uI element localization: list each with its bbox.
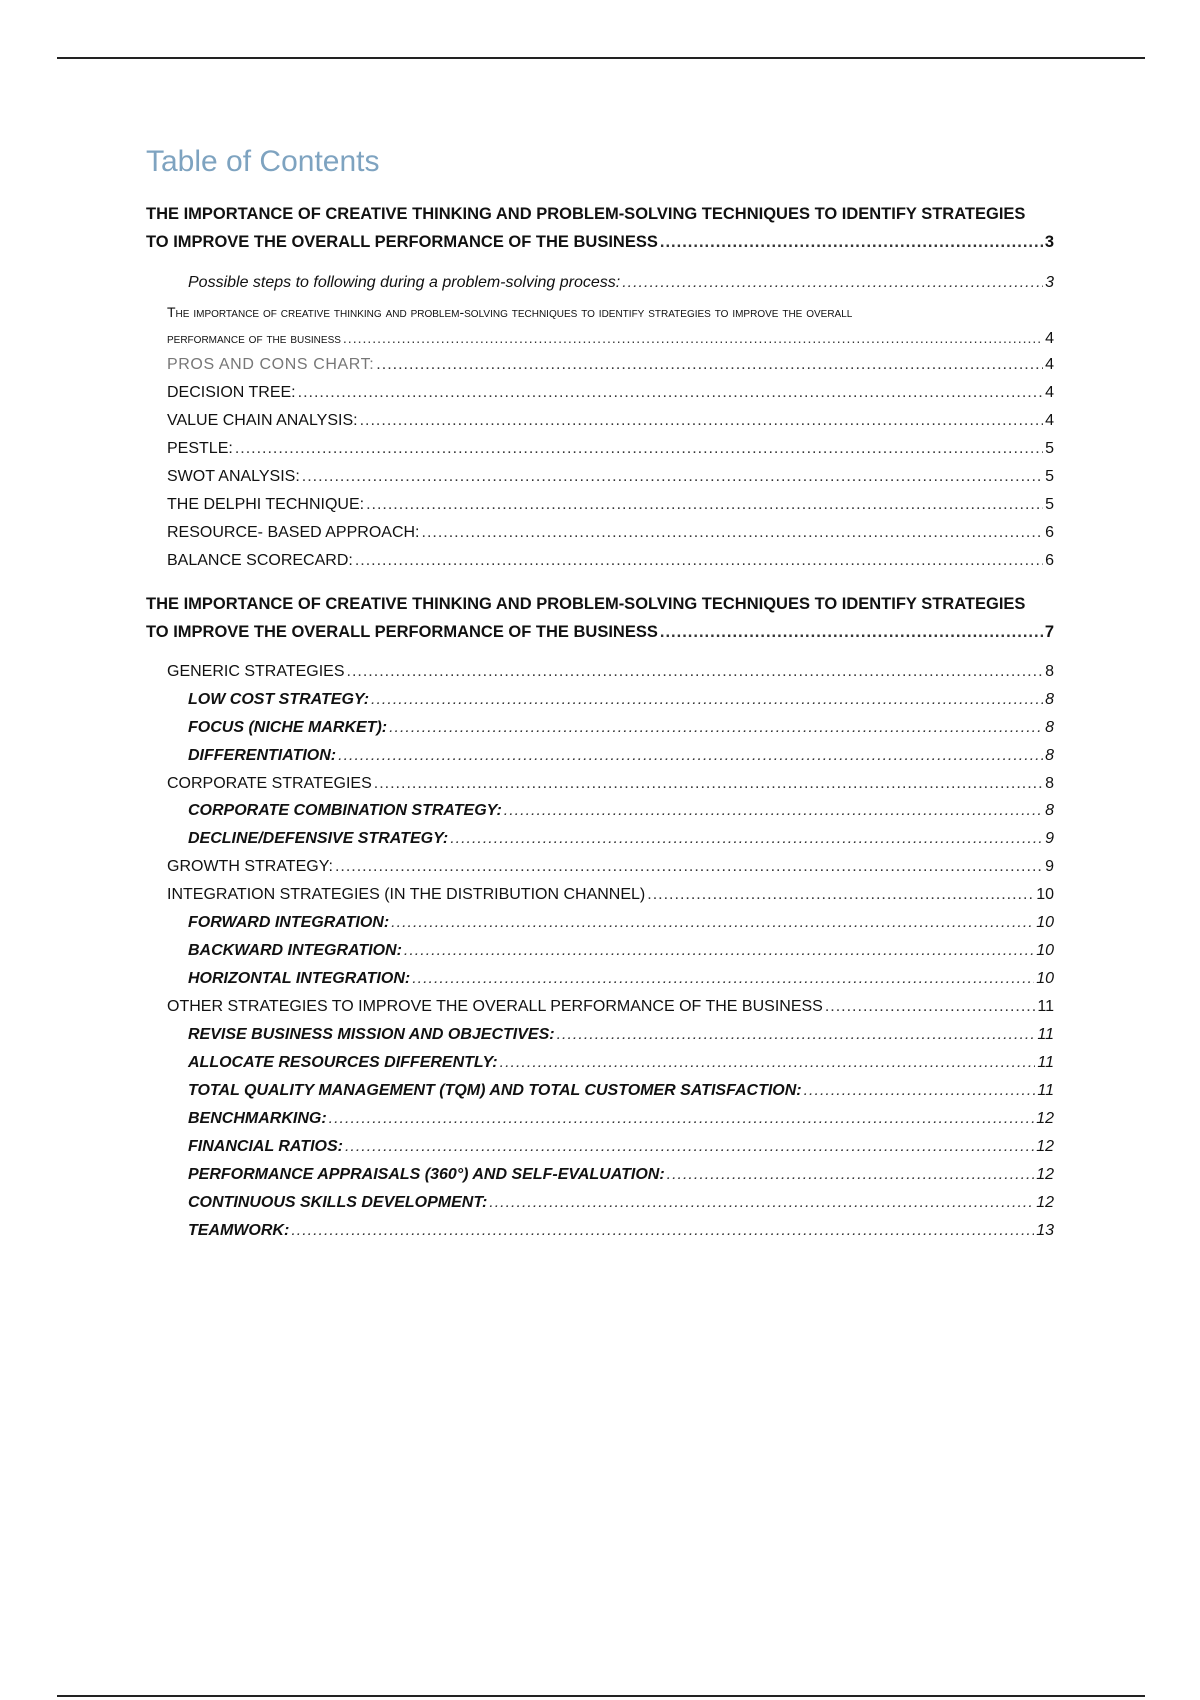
page-number: 3 (1045, 274, 1054, 291)
dot-leader (355, 550, 1043, 572)
toc-entry-text: OTHER STRATEGIES TO IMPROVE THE OVERALL PERFORMANCE OF THE BUSINESS (167, 998, 823, 1015)
page-number: 4 (1045, 330, 1054, 347)
toc-entry-backward-integration[interactable] (146, 940, 1054, 962)
page-number: 13 (1036, 1222, 1054, 1239)
page-number: 10 (1036, 886, 1054, 903)
toc-entry-1-line1: THE IMPORTANCE OF CREATIVE THINKING AND PROBLEM-SOLVING TECHNIQUES TO IDENTIFY STRATEGIES (146, 205, 1026, 223)
toc-entry-text: GENERIC STRATEGIES (167, 663, 345, 680)
dot-leader (360, 410, 1044, 432)
page-number: 8 (1045, 747, 1054, 764)
toc-entry-text: DECISION TREE: (167, 384, 296, 401)
dot-leader (500, 1052, 1036, 1074)
page-number: 12 (1036, 1138, 1054, 1155)
toc-entry-text: CORPORATE COMBINATION STRATEGY: (188, 802, 502, 819)
dot-leader (825, 996, 1036, 1018)
toc-entry-teamwork[interactable] (146, 1220, 1054, 1242)
page-number: 8 (1045, 775, 1054, 792)
dot-leader (391, 912, 1034, 934)
page-number: 7 (1044, 623, 1054, 641)
page-number: 11 (1037, 998, 1054, 1015)
toc-entry-corporate-strategies[interactable] (146, 773, 1054, 795)
toc-entry-benchmarking[interactable] (146, 1108, 1054, 1130)
toc-entry-resource-based[interactable] (146, 522, 1054, 544)
toc-entry-2-text: Possible steps to following during a problem-solving process: (188, 274, 621, 291)
page-number: 9 (1045, 830, 1054, 847)
page-number: 5 (1045, 496, 1054, 513)
toc-entry-text: BENCHMARKING: (188, 1110, 327, 1127)
toc-entry-pestle[interactable] (146, 438, 1054, 460)
dot-leader (557, 1024, 1036, 1046)
page-number: 12 (1036, 1194, 1054, 1211)
toc-entry-text: GROWTH STRATEGY: (167, 858, 333, 875)
page-title: Table of Contents (146, 145, 380, 178)
page-number: 10 (1036, 914, 1054, 931)
toc-entry-1[interactable] (146, 200, 1054, 256)
dot-leader (329, 1108, 1035, 1130)
toc-entry-swot[interactable] (146, 466, 1054, 488)
toc-entry-tqm[interactable] (146, 1080, 1054, 1102)
dot-leader (804, 1080, 1036, 1102)
toc-entry-corporate-combination[interactable] (146, 800, 1054, 822)
page-number: 5 (1045, 440, 1054, 457)
toc-entry-text: VALUE CHAIN ANALYSIS: (167, 412, 358, 429)
toc-entry-text: BACKWARD INTEGRATION: (188, 942, 402, 959)
dot-leader (298, 382, 1043, 404)
page-number: 4 (1045, 412, 1054, 429)
toc-entry-value-chain[interactable] (146, 410, 1054, 432)
dot-leader (374, 773, 1043, 795)
toc-entry-growth-strategy[interactable] (146, 856, 1054, 878)
toc-entry-allocate-resources[interactable] (146, 1052, 1054, 1074)
toc-entry-financial-ratios[interactable] (146, 1136, 1054, 1158)
dot-leader (660, 618, 1043, 646)
page-number: 9 (1045, 858, 1054, 875)
toc-entry-text: FINANCIAL RATIOS: (188, 1138, 343, 1155)
toc-entry-text: FORWARD INTEGRATION: (188, 914, 390, 931)
page-number: 6 (1045, 524, 1054, 541)
toc-entry-text: BALANCE SCORECARD: (167, 552, 353, 569)
page-number: 3 (1044, 233, 1054, 251)
page-number: 11 (1037, 1054, 1054, 1071)
toc-entry-3-text: performance of the business (167, 330, 341, 346)
toc-entry-text: PERFORMANCE APPRAISALS (360°) AND SELF-EVALUATION: (188, 1166, 665, 1183)
page-number: 8 (1045, 719, 1054, 736)
dot-leader (450, 828, 1043, 850)
page-number: 6 (1045, 552, 1054, 569)
page-number: 8 (1045, 663, 1054, 680)
toc-entry-differentiation[interactable] (146, 745, 1054, 767)
toc-entry-text: HORIZONTAL INTEGRATION: (188, 970, 411, 987)
toc-entry-text: THE DELPHI TECHNIQUE: (167, 496, 365, 513)
dot-leader (489, 1192, 1034, 1214)
footer-rule (57, 1695, 1145, 1697)
toc-entry-12-text: TO IMPROVE THE OVERALL PERFORMANCE OF THE BUSINESS (146, 623, 658, 641)
toc-entry-12-line1: THE IMPORTANCE OF CREATIVE THINKING AND PROBLEM-SOLVING TECHNIQUES TO IDENTIFY STRATEGIES (146, 595, 1026, 613)
toc-entry-text: CONTINUOUS SKILLS DEVELOPMENT: (188, 1194, 488, 1211)
dot-leader (338, 745, 1043, 767)
toc-entry-pros-cons[interactable] (146, 354, 1054, 376)
toc-entry-integration-strategies[interactable] (146, 884, 1054, 906)
dot-leader (404, 940, 1034, 962)
dot-leader (345, 1136, 1034, 1158)
page-number: 5 (1045, 468, 1054, 485)
dot-leader (335, 856, 1043, 878)
header-rule (57, 57, 1145, 59)
dot-leader (412, 968, 1034, 990)
page-number: 10 (1036, 970, 1054, 987)
toc-entry-text: DECLINE/DEFENSIVE STRATEGY: (188, 830, 449, 847)
dot-leader (302, 466, 1043, 488)
toc-entry-text: REVISE BUSINESS MISSION AND OBJECTIVES: (188, 1026, 555, 1043)
toc-entry-text: ALLOCATE RESOURCES DIFFERENTLY: (188, 1054, 498, 1071)
toc-entry-focus[interactable] (146, 717, 1054, 739)
page-number: 11 (1037, 1026, 1054, 1043)
dot-leader (376, 354, 1043, 376)
toc-entry-other-strategies[interactable] (146, 996, 1054, 1018)
page-number: 8 (1045, 802, 1054, 819)
toc-entry-revise-mission[interactable] (146, 1024, 1054, 1046)
toc-entry-text: CORPORATE STRATEGIES (167, 775, 372, 792)
dot-leader (647, 884, 1034, 906)
toc-entry-text: RESOURCE- BASED APPROACH: (167, 524, 420, 541)
toc-entry-3[interactable] (146, 299, 1054, 352)
toc-entry-text: TOTAL QUALITY MANAGEMENT (TQM) AND TOTAL CUSTOMER SATISFACTION: (188, 1082, 802, 1099)
dot-leader (422, 522, 1044, 544)
dot-leader (504, 800, 1043, 822)
dot-leader (371, 689, 1043, 711)
toc-entry-text: PESTLE: (167, 440, 233, 457)
page-number: 11 (1037, 1082, 1054, 1099)
toc-entry-delphi[interactable] (146, 494, 1054, 516)
toc-entry-generic-strategies[interactable] (146, 661, 1054, 683)
page-number: 8 (1045, 691, 1054, 708)
toc-entry-text: SWOT ANALYSIS: (167, 468, 300, 485)
dot-leader (347, 661, 1044, 683)
dot-leader (291, 1220, 1034, 1242)
toc-entry-text: LOW COST STRATEGY: (188, 691, 370, 708)
dot-leader (366, 494, 1043, 516)
page-number: 12 (1036, 1110, 1054, 1127)
toc-entry-decline-defensive[interactable] (146, 828, 1054, 850)
page-number: 4 (1045, 356, 1054, 373)
dot-leader (660, 228, 1043, 256)
toc-entry-text: FOCUS (NICHE MARKET): (188, 719, 388, 736)
toc-entry-continuous-skills[interactable] (146, 1192, 1054, 1214)
toc-entry-text: PROS AND CONS CHART: (167, 356, 375, 373)
toc-entry-balance-scorecard[interactable] (146, 550, 1054, 572)
page-number: 4 (1045, 384, 1054, 401)
toc-entry-2[interactable] (146, 272, 1054, 294)
dot-leader (343, 325, 1043, 351)
toc-entry-text: DIFFERENTIATION: (188, 747, 337, 764)
toc-entry-1-text: TO IMPROVE THE OVERALL PERFORMANCE OF THE BUSINESS (146, 233, 658, 251)
toc-entry-forward-integration[interactable] (146, 912, 1054, 934)
toc-entry-3-line1: The importance of creative thinking and problem-solving techniques to identify strategies to improve the overall (167, 304, 853, 320)
toc-entry-horizontal-integration[interactable] (146, 968, 1054, 990)
page-number: 10 (1036, 942, 1054, 959)
toc-entry-12[interactable] (146, 590, 1054, 646)
dot-leader (622, 272, 1043, 294)
page-number: 12 (1036, 1166, 1054, 1183)
toc-entry-performance-appraisals[interactable] (146, 1164, 1054, 1186)
toc-entry-decision-tree[interactable] (146, 382, 1054, 404)
toc-entry-text: TEAMWORK: (188, 1222, 290, 1239)
toc-entry-text: INTEGRATION STRATEGIES (IN THE DISTRIBUTION CHANNEL) (167, 886, 646, 903)
dot-leader (389, 717, 1043, 739)
dot-leader (235, 438, 1043, 460)
toc-entry-low-cost[interactable] (146, 689, 1054, 711)
dot-leader (667, 1164, 1035, 1186)
